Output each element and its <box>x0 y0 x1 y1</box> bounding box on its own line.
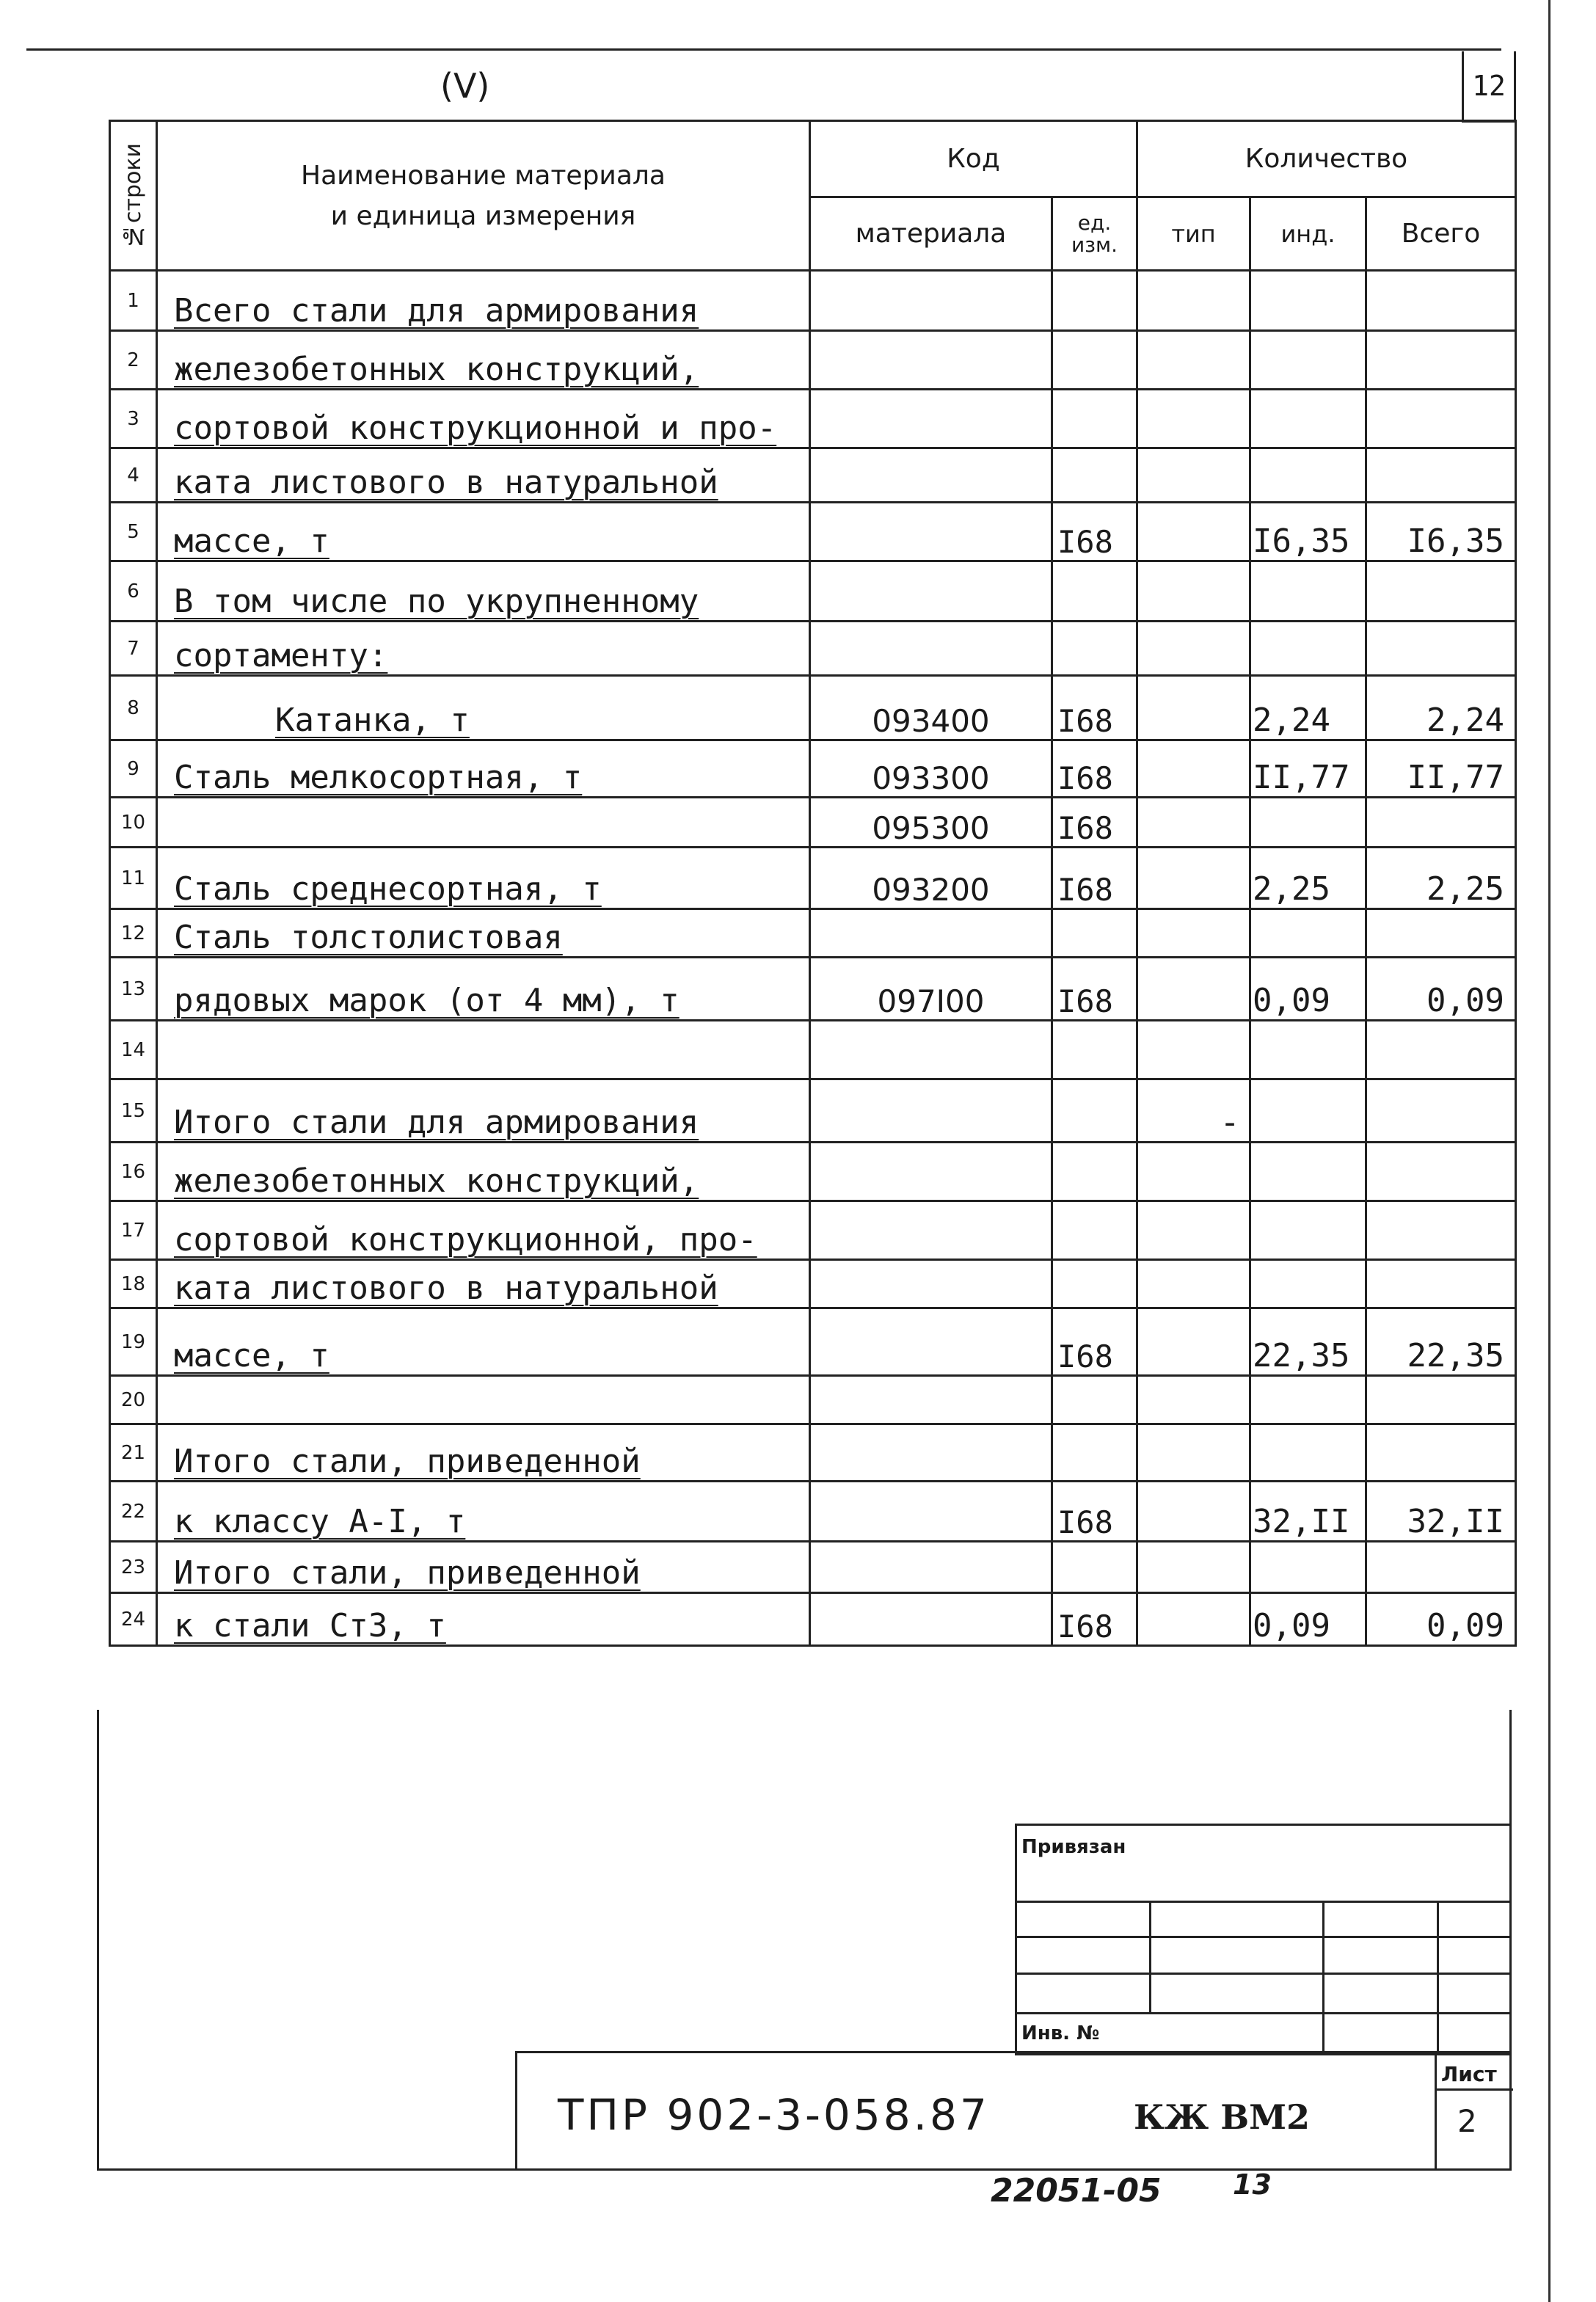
unit-code <box>1052 1260 1137 1308</box>
qty-total <box>1366 1260 1516 1308</box>
qty-type <box>1137 1308 1250 1376</box>
qty-ind <box>1250 798 1366 848</box>
qty-total <box>1366 390 1516 448</box>
material-name-text: массе, т <box>174 1337 329 1374</box>
material-code <box>810 1376 1052 1424</box>
unit-code <box>1052 1079 1137 1143</box>
material-name <box>157 676 810 740</box>
qty-type <box>1137 1424 1250 1482</box>
qty-total <box>1366 561 1516 622</box>
qty-type <box>1137 561 1250 622</box>
row-number: 21 <box>110 1424 157 1482</box>
binding-stamp <box>1015 1824 1512 2055</box>
table-row <box>110 390 1516 448</box>
material-code <box>810 1482 1052 1542</box>
qty-type <box>1137 1143 1250 1201</box>
row-number: 2 <box>110 331 157 390</box>
material-code <box>810 909 1052 958</box>
qty-type <box>1137 331 1250 390</box>
bound-label: Привязан <box>1021 1836 1126 1858</box>
table-row <box>110 958 1516 1021</box>
table-row <box>110 331 1516 390</box>
qty-ind: 2,25 <box>1250 848 1366 909</box>
table-row <box>110 798 1516 848</box>
material-name <box>157 1201 810 1260</box>
material-name-text: Сталь мелкосортная, т <box>174 759 583 796</box>
qty-type: - <box>1137 1079 1250 1143</box>
qty-total <box>1366 448 1516 503</box>
qty-ind: II,77 <box>1250 740 1366 798</box>
qty-ind: 2,24 <box>1250 676 1366 740</box>
qty-ind <box>1250 1424 1366 1482</box>
row-number: 8 <box>110 676 157 740</box>
qty-ind <box>1250 1079 1366 1143</box>
qty-total <box>1366 1079 1516 1143</box>
qty-type <box>1137 958 1250 1021</box>
qty-type <box>1137 1542 1250 1593</box>
unit-code <box>1052 390 1137 448</box>
unit-code: I68 <box>1052 1482 1137 1542</box>
row-number: 14 <box>110 1021 157 1079</box>
unit-code: I68 <box>1052 503 1137 561</box>
material-code <box>810 1079 1052 1143</box>
header-code-unit: ед. изм. <box>1052 197 1137 271</box>
material-name <box>157 448 810 503</box>
material-name-text: ката листового в натуральной <box>174 1270 718 1307</box>
qty-total <box>1366 909 1516 958</box>
qty-total <box>1366 1376 1516 1424</box>
table-row <box>110 1079 1516 1143</box>
material-name <box>157 909 810 958</box>
qty-total: 22,35 <box>1366 1308 1516 1376</box>
page-right-edge <box>1548 0 1551 2302</box>
row-number: 6 <box>110 561 157 622</box>
qty-type <box>1137 390 1250 448</box>
table-row <box>110 271 1516 331</box>
row-number: 16 <box>110 1143 157 1201</box>
row-number: 15 <box>110 1079 157 1143</box>
material-code: 093200 <box>810 848 1052 909</box>
qty-ind <box>1250 1542 1366 1593</box>
qty-ind: I6,35 <box>1250 503 1366 561</box>
table-row <box>110 1424 1516 1482</box>
row-number: 13 <box>110 958 157 1021</box>
material-name <box>157 1542 810 1593</box>
qty-type <box>1137 848 1250 909</box>
qty-total <box>1366 1143 1516 1201</box>
header-material-name: Наименование материала и единица измерения <box>157 121 810 271</box>
qty-ind <box>1250 1021 1366 1079</box>
qty-type <box>1137 1260 1250 1308</box>
title-block <box>515 2051 1512 2171</box>
qty-total: II,77 <box>1366 740 1516 798</box>
unit-code <box>1052 271 1137 331</box>
unit-code <box>1052 331 1137 390</box>
qty-total: 0,09 <box>1366 1593 1516 1646</box>
material-name-text: сортовой конструкционной, про- <box>174 1221 757 1259</box>
row-number: 19 <box>110 1308 157 1376</box>
qty-total <box>1366 1021 1516 1079</box>
qty-type <box>1137 503 1250 561</box>
unit-code: I68 <box>1052 798 1137 848</box>
material-name <box>157 798 810 848</box>
material-name-text: рядовых марок (от 4 мм), т <box>174 982 679 1019</box>
table-row <box>110 1143 1516 1201</box>
material-code: 097I00 <box>810 958 1052 1021</box>
table-body <box>110 271 1516 1646</box>
qty-type <box>1137 1201 1250 1260</box>
qty-ind <box>1250 271 1366 331</box>
qty-type <box>1137 676 1250 740</box>
material-code <box>810 271 1052 331</box>
material-name-text: сортовой конструкционной и про- <box>174 409 777 447</box>
unit-code <box>1052 1424 1137 1482</box>
table-row <box>110 676 1516 740</box>
material-name <box>157 1260 810 1308</box>
material-code: 093400 <box>810 676 1052 740</box>
qty-ind <box>1250 909 1366 958</box>
stamp-divider <box>1322 1901 1324 2053</box>
qty-total <box>1366 271 1516 331</box>
qty-ind <box>1250 1143 1366 1201</box>
inventory-label: Инв. № <box>1021 2022 1100 2044</box>
unit-code <box>1052 1201 1137 1260</box>
row-number: 5 <box>110 503 157 561</box>
material-code <box>810 1308 1052 1376</box>
unit-code <box>1052 1021 1137 1079</box>
material-name-text: железобетонных конструкций, <box>174 351 699 388</box>
qty-ind <box>1250 622 1366 676</box>
row-number: 9 <box>110 740 157 798</box>
table-row <box>110 561 1516 622</box>
material-code <box>810 390 1052 448</box>
qty-type <box>1137 622 1250 676</box>
header-qty-ind: инд. <box>1250 197 1366 271</box>
header-qty-type: тип <box>1137 197 1250 271</box>
material-name <box>157 503 810 561</box>
document-mark: КЖ ВМ2 <box>1134 2097 1311 2137</box>
unit-code <box>1052 1143 1137 1201</box>
material-name-text: Катанка, т <box>275 702 470 739</box>
material-code <box>810 448 1052 503</box>
qty-type <box>1137 1376 1250 1424</box>
material-name <box>157 331 810 390</box>
row-number: 11 <box>110 848 157 909</box>
qty-total <box>1366 1424 1516 1482</box>
unit-code: I68 <box>1052 848 1137 909</box>
qty-total <box>1366 798 1516 848</box>
qty-type <box>1137 1482 1250 1542</box>
qty-ind <box>1250 1201 1366 1260</box>
material-code <box>810 503 1052 561</box>
material-name <box>157 848 810 909</box>
material-name-text: Сталь среднесортная, т <box>174 870 602 908</box>
material-name-text: ката листового в натуральной <box>174 464 718 501</box>
stamp-divider <box>1437 1901 1439 2053</box>
row-number: 7 <box>110 622 157 676</box>
material-code <box>810 331 1052 390</box>
qty-type <box>1137 1021 1250 1079</box>
material-name-text: сортаменту: <box>174 637 388 674</box>
row-number: 3 <box>110 390 157 448</box>
material-name <box>157 1376 810 1424</box>
header-code: Код <box>810 121 1137 197</box>
material-name-text: к классу А-I, т <box>174 1503 466 1540</box>
table-row <box>110 1260 1516 1308</box>
material-code <box>810 561 1052 622</box>
material-name <box>157 1424 810 1482</box>
material-code <box>810 1260 1052 1308</box>
table-row <box>110 1021 1516 1079</box>
row-number: 18 <box>110 1260 157 1308</box>
material-name-text: Итого стали, приведенной <box>174 1554 641 1592</box>
qty-ind <box>1250 1260 1366 1308</box>
material-spec-table <box>109 120 1517 1647</box>
qty-total: 0,09 <box>1366 958 1516 1021</box>
material-code <box>810 1143 1052 1201</box>
unit-code: I68 <box>1052 1593 1137 1646</box>
unit-code <box>1052 622 1137 676</box>
qty-type <box>1137 909 1250 958</box>
qty-total: I6,35 <box>1366 503 1516 561</box>
row-number: 20 <box>110 1376 157 1424</box>
unit-code: I68 <box>1052 1308 1137 1376</box>
qty-ind <box>1250 561 1366 622</box>
project-designation: ТПР 902-3-058.87 <box>558 2090 990 2140</box>
qty-total: 2,24 <box>1366 676 1516 740</box>
material-code: 095300 <box>810 798 1052 848</box>
material-name-text: к стали Ст3, т <box>174 1607 446 1644</box>
qty-ind: 32,II <box>1250 1482 1366 1542</box>
material-name <box>157 1079 810 1143</box>
qty-ind <box>1250 1376 1366 1424</box>
variant-mark: (V) <box>440 66 490 106</box>
table-row <box>110 909 1516 958</box>
material-name-text: Сталь толстолистовая <box>174 919 563 956</box>
qty-ind: 22,35 <box>1250 1308 1366 1376</box>
material-code: 093300 <box>810 740 1052 798</box>
material-name <box>157 1308 810 1376</box>
qty-ind <box>1250 448 1366 503</box>
material-name-text: Всего стали для армирования <box>174 292 699 329</box>
material-name <box>157 740 810 798</box>
qty-type <box>1137 1593 1250 1646</box>
qty-ind: 0,09 <box>1250 1593 1366 1646</box>
unit-code <box>1052 1376 1137 1424</box>
sheet-label: Лист <box>1441 2062 1497 2086</box>
archive-number: 22051-05 <box>991 2172 1162 2210</box>
qty-total <box>1366 622 1516 676</box>
row-number: 10 <box>110 798 157 848</box>
archive-page: 13 <box>1233 2168 1272 2201</box>
row-number: 12 <box>110 909 157 958</box>
table-row <box>110 1482 1516 1542</box>
qty-total <box>1366 1201 1516 1260</box>
header-code-material: материала <box>810 197 1052 271</box>
row-number: 24 <box>110 1593 157 1646</box>
material-code <box>810 1201 1052 1260</box>
qty-total: 2,25 <box>1366 848 1516 909</box>
qty-type <box>1137 271 1250 331</box>
sheet-cell <box>1435 2053 1513 2171</box>
material-name <box>157 622 810 676</box>
row-number: 17 <box>110 1201 157 1260</box>
table-row <box>110 503 1516 561</box>
material-name <box>157 390 810 448</box>
material-name <box>157 1021 810 1079</box>
unit-code <box>1052 909 1137 958</box>
qty-total <box>1366 331 1516 390</box>
material-code <box>810 1424 1052 1482</box>
qty-type <box>1137 740 1250 798</box>
table-row <box>110 740 1516 798</box>
unit-code <box>1052 448 1137 503</box>
sheet-cell-rule <box>1437 2088 1513 2091</box>
material-name-text: массе, т <box>174 522 329 560</box>
stamp-divider <box>1149 1901 1151 2012</box>
qty-ind <box>1250 331 1366 390</box>
material-name <box>157 958 810 1021</box>
row-number: 22 <box>110 1482 157 1542</box>
table-row <box>110 1376 1516 1424</box>
material-name-text: Итого стали для армирования <box>174 1104 699 1141</box>
qty-total: 32,II <box>1366 1482 1516 1542</box>
material-name-text: железобетонных конструкций, <box>174 1162 699 1200</box>
table-row <box>110 1593 1516 1646</box>
table-row <box>110 848 1516 909</box>
material-name <box>157 1482 810 1542</box>
row-number: 4 <box>110 448 157 503</box>
qty-ind <box>1250 390 1366 448</box>
sheet-value: 2 <box>1457 2103 1477 2139</box>
material-name-text: В том числе по укрупненному <box>174 583 699 620</box>
unit-code: I68 <box>1052 958 1137 1021</box>
material-name-text: Итого стали, приведенной <box>174 1443 641 1480</box>
unit-code: I68 <box>1052 676 1137 740</box>
table-row <box>110 1542 1516 1593</box>
material-name <box>157 561 810 622</box>
material-code <box>810 1021 1052 1079</box>
material-code <box>810 622 1052 676</box>
row-number: 23 <box>110 1542 157 1593</box>
table-row <box>110 622 1516 676</box>
qty-type <box>1137 448 1250 503</box>
unit-code <box>1052 1542 1137 1593</box>
material-code <box>810 1593 1052 1646</box>
table-row <box>110 1201 1516 1260</box>
top-sheet-number: 12 <box>1462 51 1516 123</box>
header-quantity: Количество <box>1137 121 1516 197</box>
header-row-number: №строки <box>110 121 157 271</box>
page-top-rule <box>26 48 1501 51</box>
table-row <box>110 1308 1516 1376</box>
qty-ind: 0,09 <box>1250 958 1366 1021</box>
unit-code: I68 <box>1052 740 1137 798</box>
header-qty-total: Всего <box>1366 197 1516 271</box>
material-code <box>810 1542 1052 1593</box>
material-name <box>157 271 810 331</box>
unit-code <box>1052 561 1137 622</box>
qty-type <box>1137 798 1250 848</box>
qty-total <box>1366 1542 1516 1593</box>
table-row <box>110 448 1516 503</box>
frame-left-border <box>97 1710 99 2170</box>
material-name <box>157 1143 810 1201</box>
material-name <box>157 1593 810 1646</box>
row-number: 1 <box>110 271 157 331</box>
